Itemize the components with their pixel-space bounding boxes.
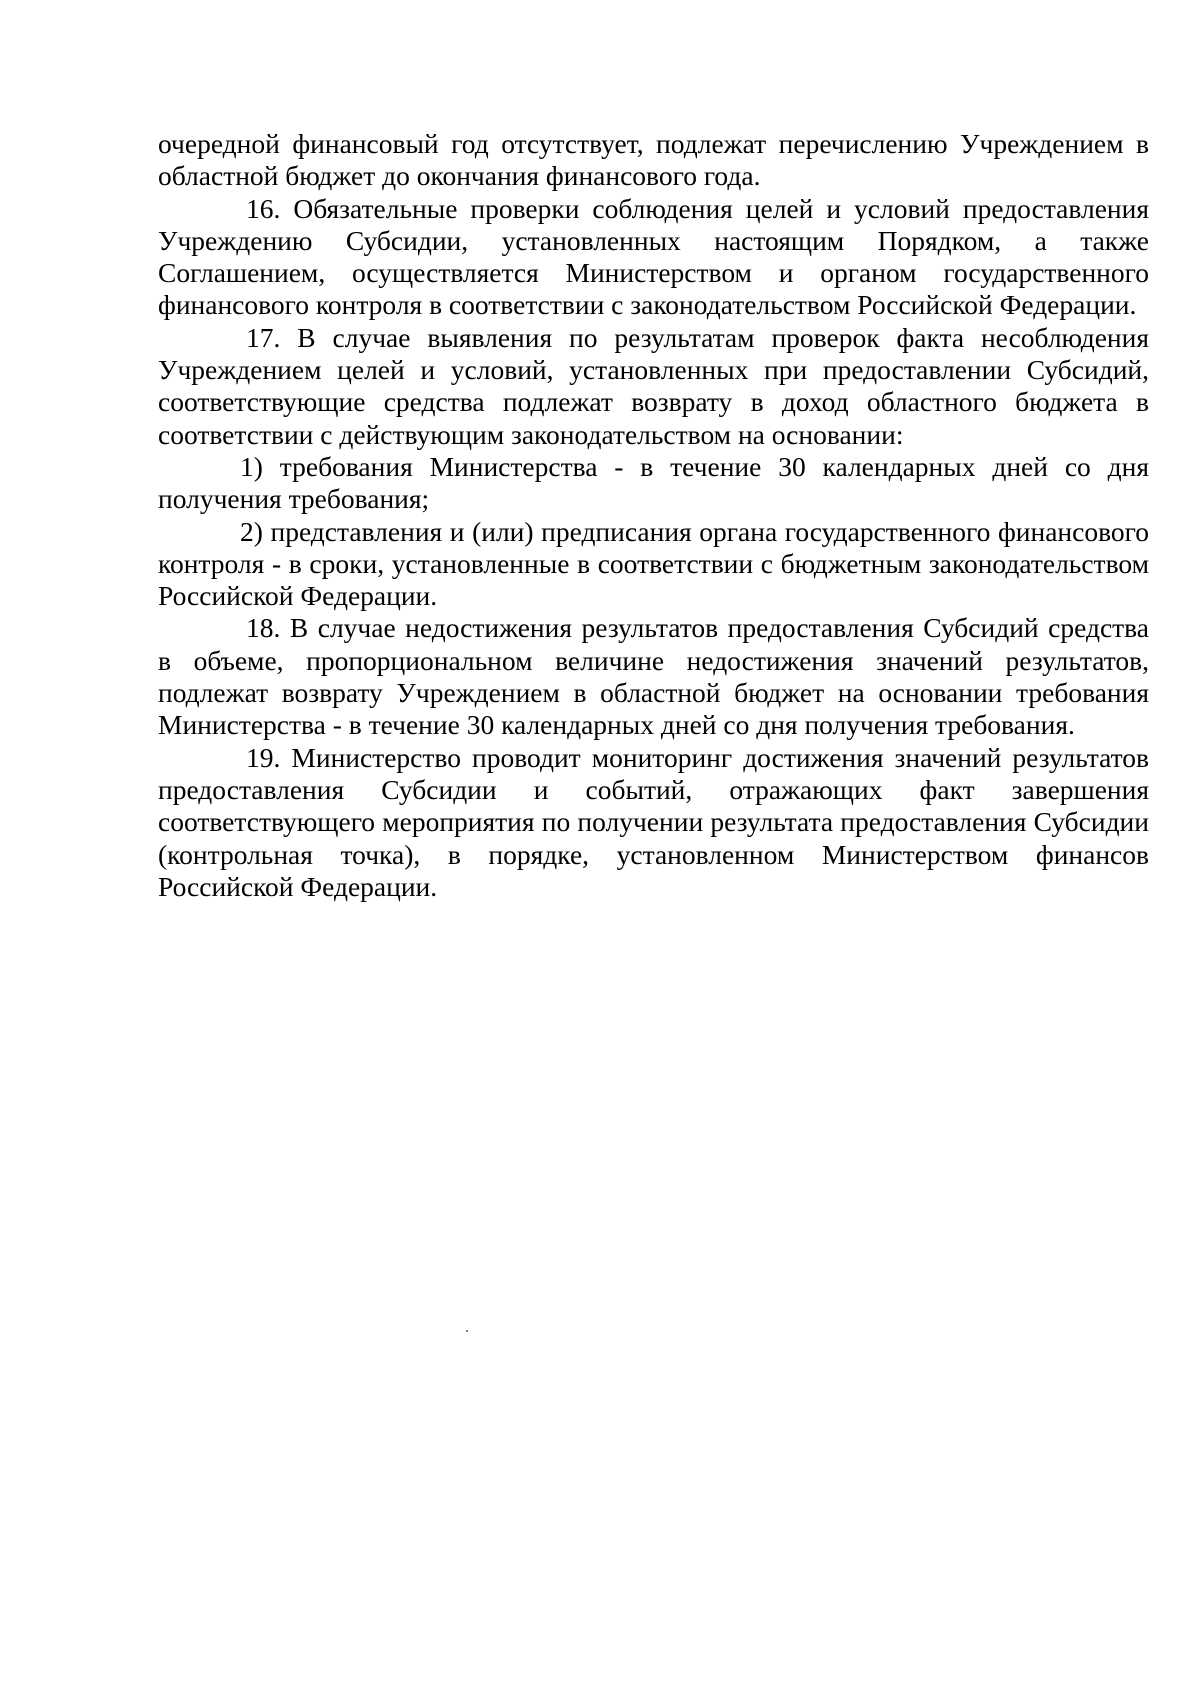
paragraph-19: 19. Министерство проводит мониторинг достижения значений результатов предоставления Субсидии и событий, отражающих факт завершения соответствующего мероприятия по получении результата предоставления Субсидии (контрольная точка), в порядке, установленном Министерством финансов Российской Федерации. — [158, 741, 1149, 902]
scan-speck — [466, 1330, 468, 1332]
paragraph-continuation: очередной финансовый год отсутствует, подлежат перечислению Учреждением в областной бюджет до окончания финансового года. — [158, 128, 1149, 192]
paragraph-17: 17. В случае выявления по результатам проверок факта несоблюдения Учреждением целей и условий, установленных при предоставлении Субсидий, соответствующие средства подлежат возврату в доход областного бюджета в соответствии с действующим законодательством на основании: — [158, 321, 1149, 450]
paragraph-17-item-2: 2) представления и (или) предписания органа государственного финансового контроля - в сроки, установленные в соответствии с бюджетным законодательством Российской Федерации. — [158, 515, 1149, 612]
paragraph-16: 16. Обязательные проверки соблюдения целей и условий предоставления Учреждению Субсидии, установленных настоящим Порядком, а также Соглашением, осуществляется Министерством и органом государственного финансового контроля в соответствии с законодательством Российской Федерации. — [158, 192, 1149, 321]
document-body — [158, 128, 1149, 903]
paragraph-17-item-1: 1) требования Министерства - в течение 30 календарных дней со дня получения требования; — [158, 450, 1149, 515]
paragraph-18: 18. В случае недостижения результатов предоставления Субсидий средства в объеме, пропорциональном величине недостижения значений результатов, подлежат возврату Учреждением в областной бюджет на основании требования Министерства - в течение 30 календарных дней со дня получения требования. — [158, 612, 1149, 741]
